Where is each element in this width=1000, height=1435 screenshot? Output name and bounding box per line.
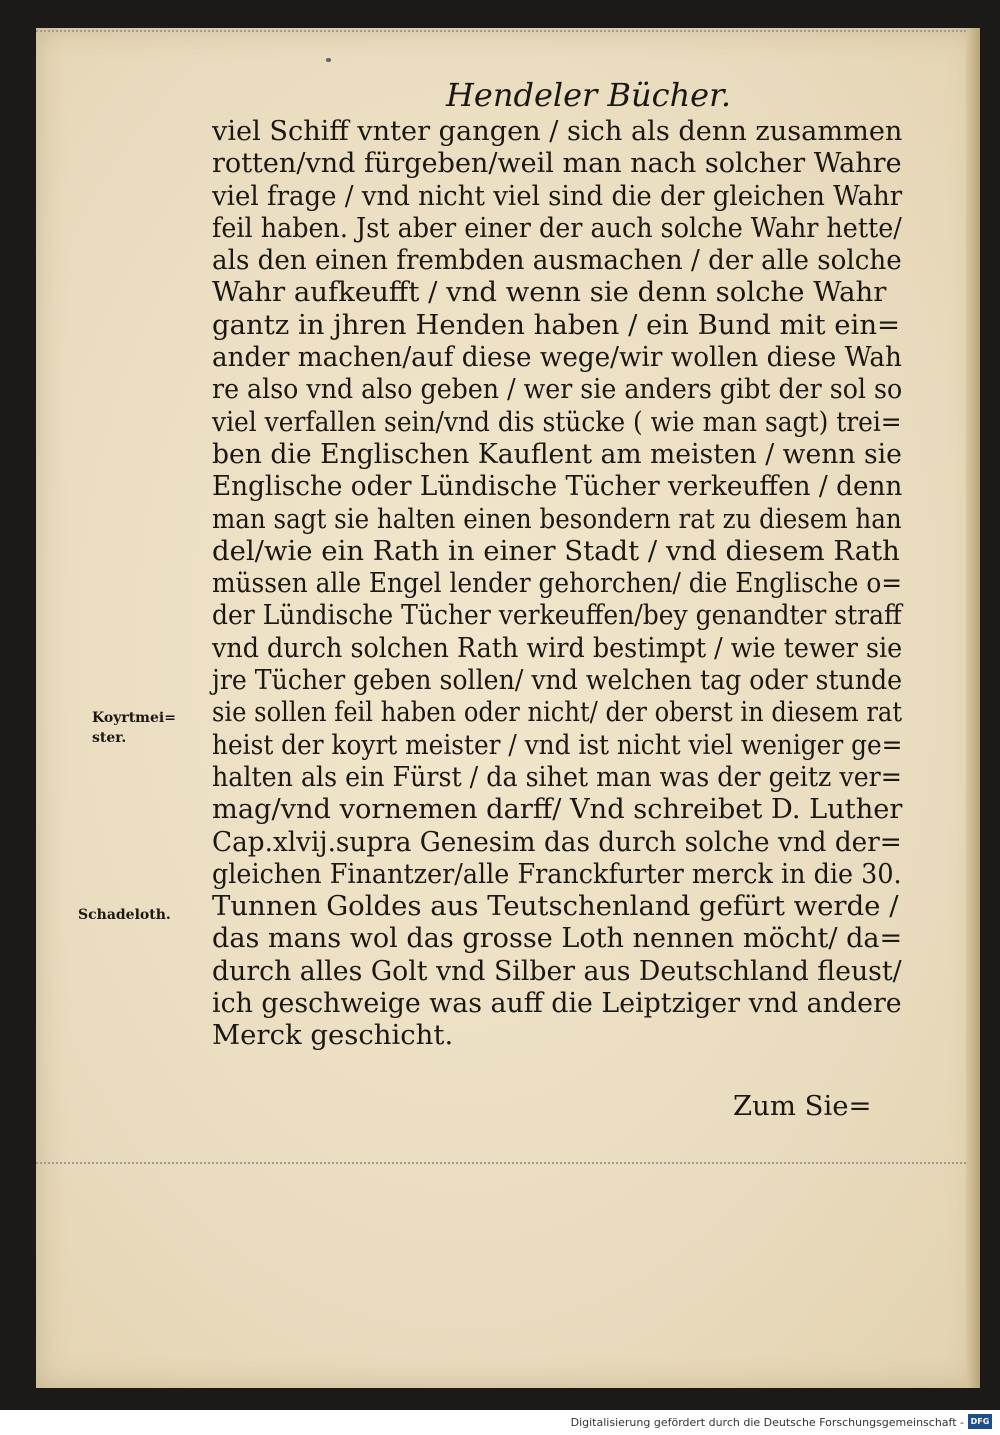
text-line: re also vnd also geben / wer sie anders gibt der sol so — [212, 373, 903, 406]
text-line: Tunnen Goldes aus Teutschenland gefürt werde / — [212, 890, 899, 923]
text-line: ander machen/auf diese wege/wir wollen diese Wah — [212, 341, 902, 374]
margin-note-text: Koyrtmei= ster. — [92, 710, 176, 746]
text-line: viel frage / vnd nicht viel sind die der gleichen Wahr — [212, 179, 903, 212]
text-line: als den einen frembden ausmachen / der alle solche — [212, 244, 902, 277]
text-line: halten als ein Fürst / da sihet man was der geitz ver= — [212, 760, 902, 793]
text-line: jre Tücher geben sollen/ vnd welchen tag oder stunde — [212, 664, 903, 697]
body-text — [212, 115, 902, 1052]
text-line: Cap.xlvij.supra Genesim das durch solche vnd der= — [212, 825, 902, 858]
ink-mark — [326, 58, 331, 62]
text-line: viel verfallen sein/vnd dis stücke ( wie man sagt) trei= — [212, 405, 902, 438]
text-line: ich geschweige was auff die Leiptziger vnd andere — [212, 987, 902, 1020]
text-line: Englische oder Lündische Tücher verkeuffen / denn — [212, 470, 903, 503]
text-line: Wahr aufkeufft / vnd wenn sie denn solche Wahr — [212, 276, 887, 309]
text-line: müssen alle Engel lender gehorchen/ die Englische o= — [212, 567, 903, 600]
text-line: Merck geschicht. — [212, 1019, 454, 1052]
text-line: viel Schiff vnter gangen / sich als denn zusammen — [212, 115, 903, 147]
top-dotted-rule — [36, 30, 966, 32]
text-line: der Lündische Tücher verkeuffen/bey genandter straff — [212, 599, 902, 632]
margin-note-schadeloth — [78, 905, 171, 925]
text-line: rotten/vnd fürgeben/weil man nach solcher Wahre — [212, 147, 902, 180]
text-line: durch alles Golt vnd Silber aus Deutschland fleust/ — [212, 954, 902, 987]
text-line: ben die Englischen Kauflent am meisten / wenn sie — [212, 437, 902, 470]
text-line: gantz in jhren Henden haben / ein Bund mit ein= — [212, 308, 901, 341]
text-line: das mans wol das grosse Loth nennen möcht/ da= — [212, 922, 903, 955]
running-head: Hendeler Bücher. — [446, 76, 732, 114]
text-line: vnd durch solchen Rath wird bestimpt / wie tewer sie — [212, 631, 903, 664]
text-line: gleichen Finantzer/alle Franckfurter merck in die 30. — [212, 857, 902, 890]
text-line: mag/vnd vornemen darff/ Vnd schreibet D. Luther — [212, 793, 903, 826]
text-line: heist der koyrt meister / vnd ist nicht viel weniger ge= — [212, 728, 903, 761]
catchword: Zum Sie= — [733, 1090, 872, 1122]
dfg-logo: DFG — [968, 1414, 992, 1429]
footer-credit: Digitalisierung gefördert durch die Deutsche Forschungsgemeinschaft - — [570, 1416, 964, 1429]
margin-note-koyrtmeister — [92, 708, 176, 748]
text-line: sie sollen feil haben oder nicht/ der oberst in diesem rat — [212, 696, 903, 729]
page-edge — [966, 28, 980, 1388]
bottom-dotted-rule — [36, 1162, 966, 1164]
text-line: feil haben. Jst aber einer der auch solche Wahr hette/ — [212, 211, 902, 244]
text-line: man sagt sie halten einen besondern rat zu diesem han — [212, 502, 902, 535]
text-line: del/wie ein Rath in einer Stadt / vnd diesem Rath — [212, 534, 900, 567]
margin-note-text: Schadeloth. — [78, 907, 171, 923]
